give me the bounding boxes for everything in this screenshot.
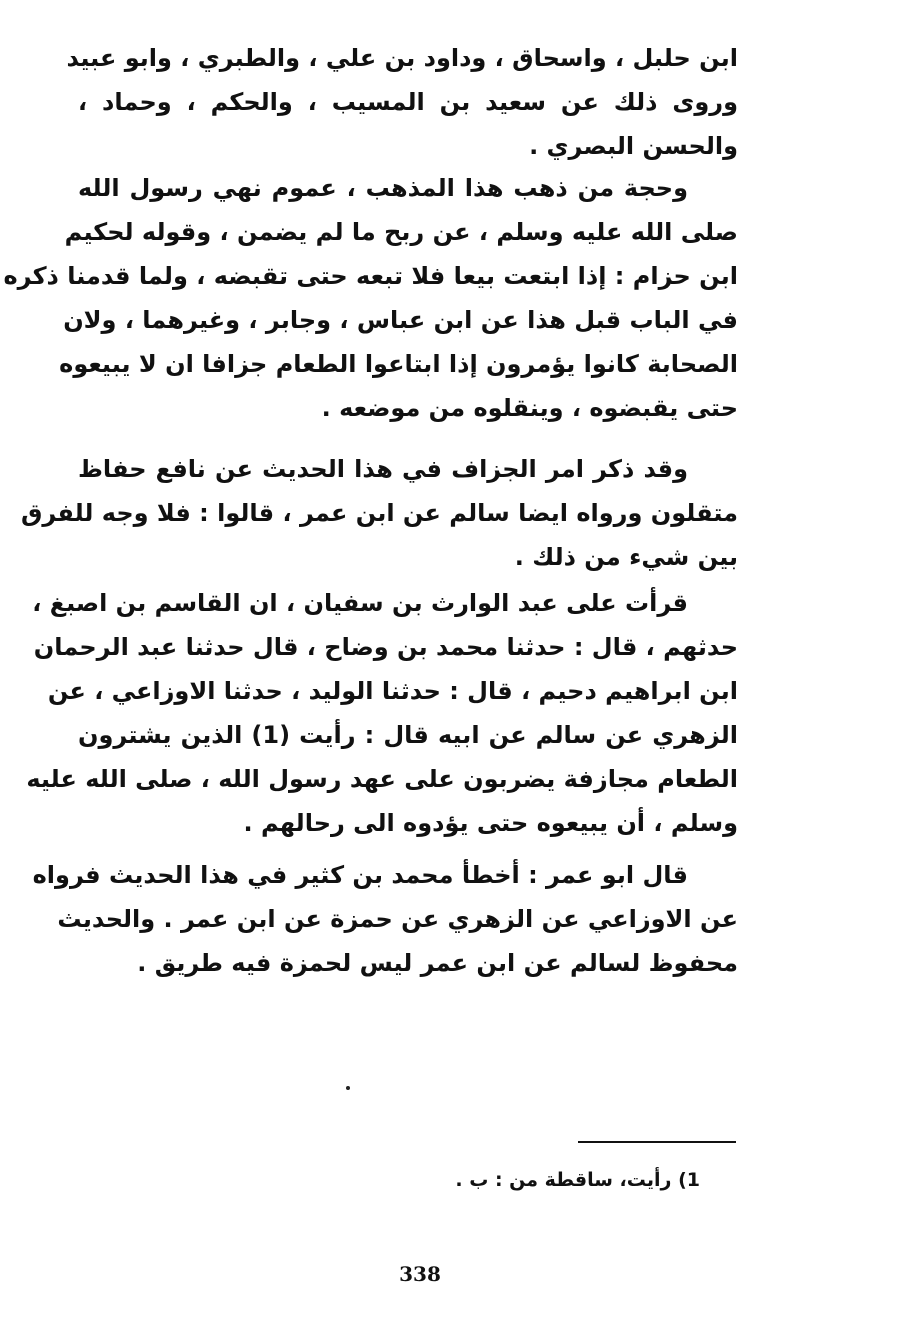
paragraph-4 [26, 581, 738, 845]
text-line: متقلون ورواه ايضا سالم عن ابن عمر ، قالوا : فلا وجه للفرق [20, 499, 738, 527]
page-number: 338 [399, 1262, 441, 1286]
text-line: صلى الله عليه وسلم ، عن ربح ما لم يضمن ، وقوله لحكيم [64, 218, 738, 246]
text-line: بين شيء من ذلك . [514, 543, 738, 571]
text-line: والحسن البصري . [529, 132, 738, 160]
text-line: قال ابو عمر : أخطأ محمد بن كثير في هذا الحديث فرواه [32, 861, 688, 889]
text-line: في الباب قبل هذا عن ابن عباس ، وجابر ، وغيرهما ، ولان [63, 306, 738, 334]
text-line: وقد ذكر امر الجزاف في هذا الحديث عن نافع حفاظ [78, 455, 688, 483]
text-line: الصحابة كانوا يؤمرون إذا ابتاعوا الطعام جزافا ان لا يبيعوه [59, 350, 738, 378]
text-line: ابن ابراهيم دحيم ، قال : حدثنا الوليد ، حدثنا الاوزاعي ، عن [47, 677, 738, 705]
paragraph-5 [32, 853, 738, 985]
paragraph-1 [66, 36, 738, 168]
text-line: وسلم ، أن يبيعوه حتى يؤدوه الى رحالهم . [243, 809, 738, 837]
text-line: حدثهم ، قال : حدثنا محمد بن وضاح ، قال حدثنا عبد الرحمان [33, 633, 738, 661]
text-line: ابن حلبل ، واسحاق ، وداود بن علي ، والطبري ، وابو عبيد [66, 44, 738, 72]
text-line: الزهري عن سالم عن ابيه قال : رأيت (1) الذين يشترون [78, 721, 738, 749]
text-line: وحجة من ذهب هذا المذهب ، عموم نهي رسول الله [78, 174, 688, 202]
text-line: محفوظ لسالم عن ابن عمر ليس لحمزة فيه طريق . [137, 949, 738, 977]
text-line: قرأت على عبد الوارث بن سفيان ، ان القاسم بن اصبغ ، [32, 589, 688, 617]
paragraph-2 [3, 166, 738, 430]
text-line: الطعام مجازفة يضربون على عهد رسول الله ، صلى الله عليه [26, 765, 738, 793]
footnote-divider [578, 1141, 736, 1143]
ink-speck [346, 1086, 350, 1090]
text-line: حتى يقبضوه ، وينقلوه من موضعه . [321, 394, 738, 422]
text-line: ابن حزام : إذا ابتعت بيعا فلا تبعه حتى تقبضه ، ولما قدمنا ذكره [3, 262, 738, 290]
text-line: عن الاوزاعي عن الزهري عن حمزة عن ابن عمر . والحديث [57, 905, 738, 933]
text-line: وروى ذلك عن سعيد بن المسيب ، والحكم ، وحماد ، [78, 88, 738, 116]
paragraph-3 [20, 447, 738, 579]
footnote: 1) رأيت، ساقطة من : ب . [455, 1169, 700, 1191]
